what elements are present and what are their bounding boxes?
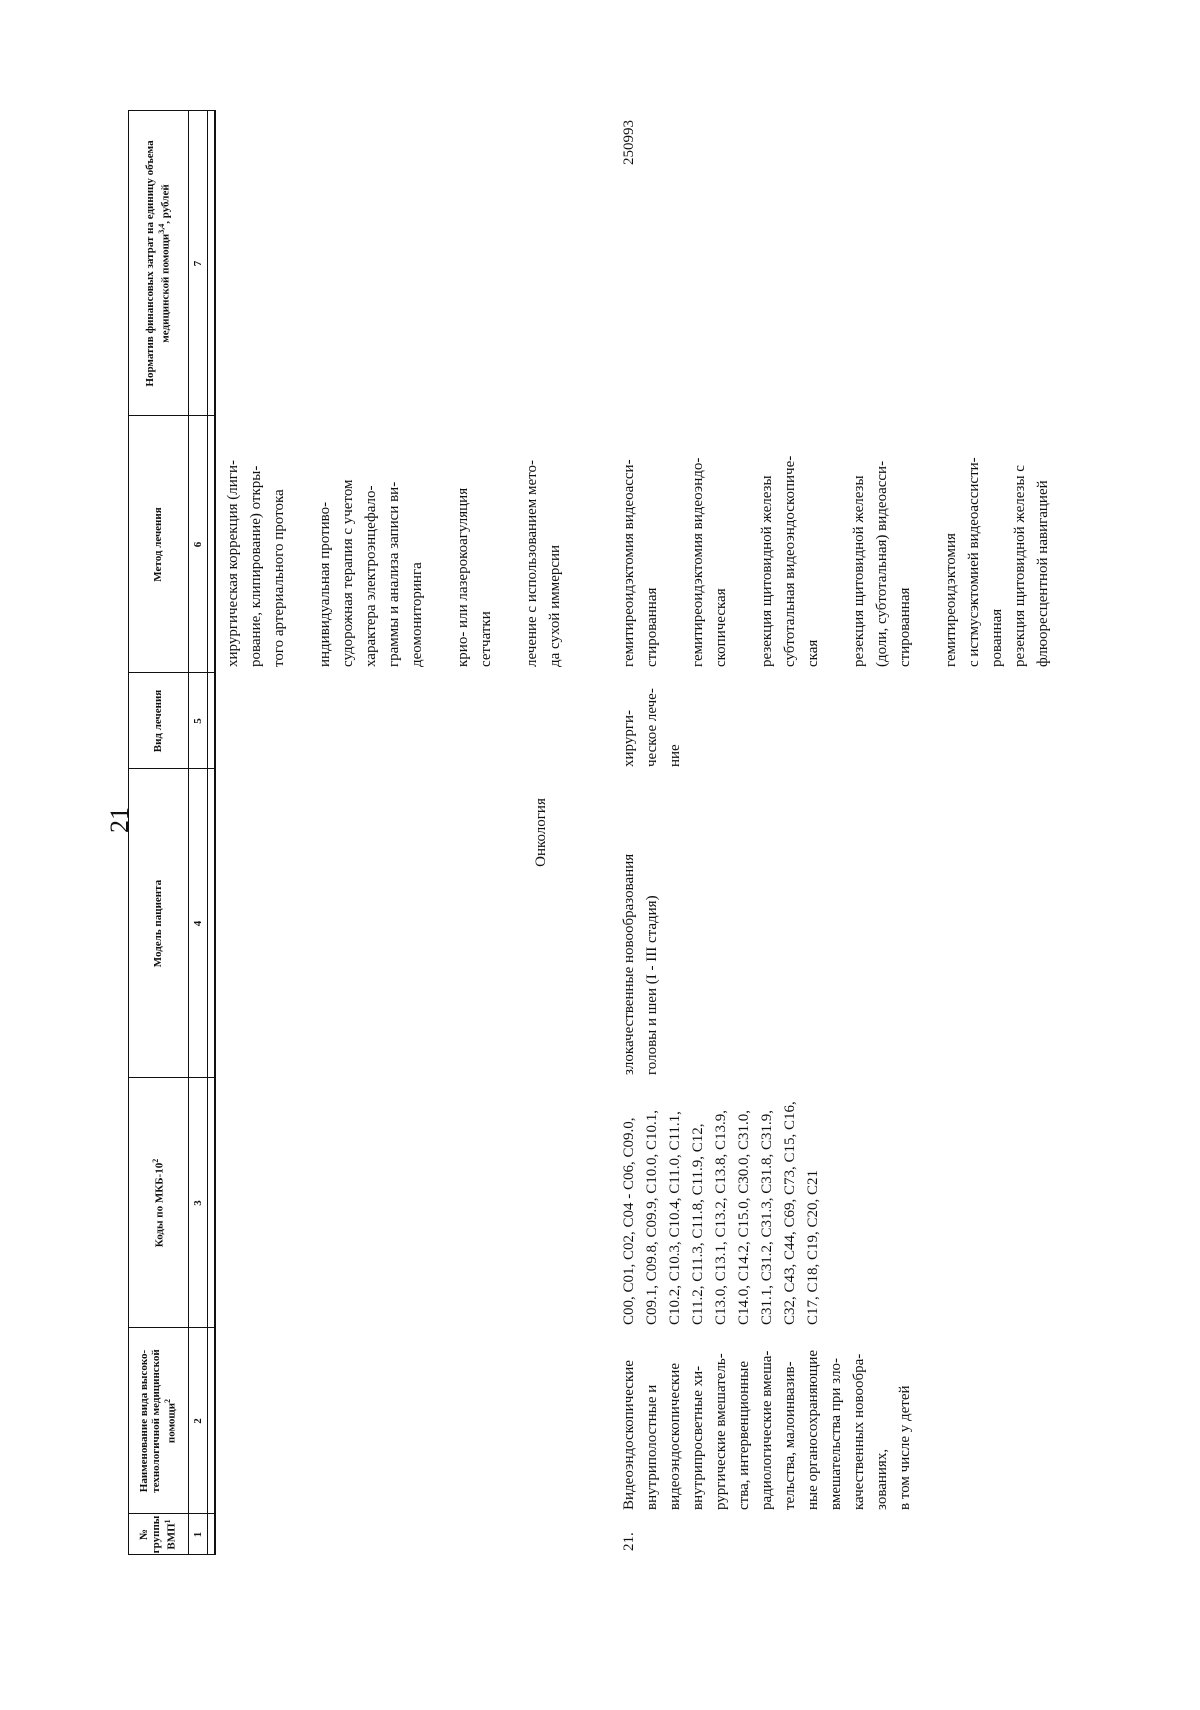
top-methods: хирургическая коррекция (лиги- рование, клипирование) откры- того артериального протока индивидуальная противо- судорожная терапия с учетом характера электроэнцефало- граммы и анализа записи ви- деомониторинга крио- или лазерокоагуляция сетчатки лечение с использованием мето- да сухой иммерсии	[225, 459, 563, 667]
row21-treatment-type: хирурги- ческое лече- ние	[621, 688, 683, 767]
header-col-1: № группы ВМП$^1$	[138, 1515, 178, 1554]
col-number-1: 1	[192, 1531, 204, 1538]
page-number: 21	[105, 807, 134, 833]
row21-methods: гемитиреоидэктомия видеоасси- стированная гемитиреоидэктомия видеоэндо- скопическая резекция щитовидной железы субтотальная видеоэндоскопиче- ская резекция щитовидной железы (доли, субтотальная) видеоасси- стированная гемитиреоидэктомия с истмусэктомией видеоассисти- рованная резекция щитовидной железы с флюоресцентной навигацией	[621, 455, 1051, 667]
section-title: Онкология	[533, 798, 549, 867]
header-col-6: Метод лечения	[152, 507, 164, 582]
row21-icd-codes: C00, C01, C02, C04 - C06, C09.0, C09.1, C09.8, C09.9, C10.0, C10.1, C10.2, C10.3, C10.4, C11.0, C11.1, C11.2, C11.3, C11.8, C11.9, C12, C13.0, C13.1, C13.2, C13.8, C13.9, C14.0, C14.2, C15.0, C30.0, C31.0, C31.1, C31.2, C31.3, C31.8, C31.9, C32, C43, C44, C69, C73, C15, C16, C17, C18, C19, C20, C21	[621, 1101, 821, 1325]
col-number-4: 4	[192, 920, 204, 927]
col-number-3: 3	[192, 1200, 204, 1206]
col-number-2: 2	[192, 1418, 204, 1424]
row21-cost: 250993	[621, 120, 637, 165]
header-col-7: Норматив финансовых затрат на единицу объема медицинской помощи$^{3,4}$, рублей	[144, 140, 172, 387]
header-col-5: Вид лечения	[152, 689, 164, 753]
row21-name: Видеоэндоскопические внутриполостные и видеоэндоскопические внутрипросветные хи- рургические вмешатель- ства, интервенционные радиологические вмеша- тельства, малоинвазив- ные органосохраняющие вмешательства при зло- качественных новообра- зованиях, в том числе у детей	[621, 1349, 913, 1510]
header-col-3: Коды по МКБ-$10^2$	[151, 1158, 166, 1248]
col-number-7: 7	[192, 260, 204, 267]
rotated-table	[128, 110, 1051, 1555]
row21-patient-model: злокачественные новообразования головы и шеи (I - III стадия)	[621, 853, 660, 1075]
col-number-6: 6	[192, 541, 204, 548]
col-number-5: 5	[192, 718, 204, 724]
row21-group-number: 21.	[621, 1532, 637, 1551]
header-col-4: Модель пациента	[152, 879, 164, 968]
header-col-2: Наименование вида высоко-технологичной медицинской помощи$^2$	[138, 1349, 178, 1493]
